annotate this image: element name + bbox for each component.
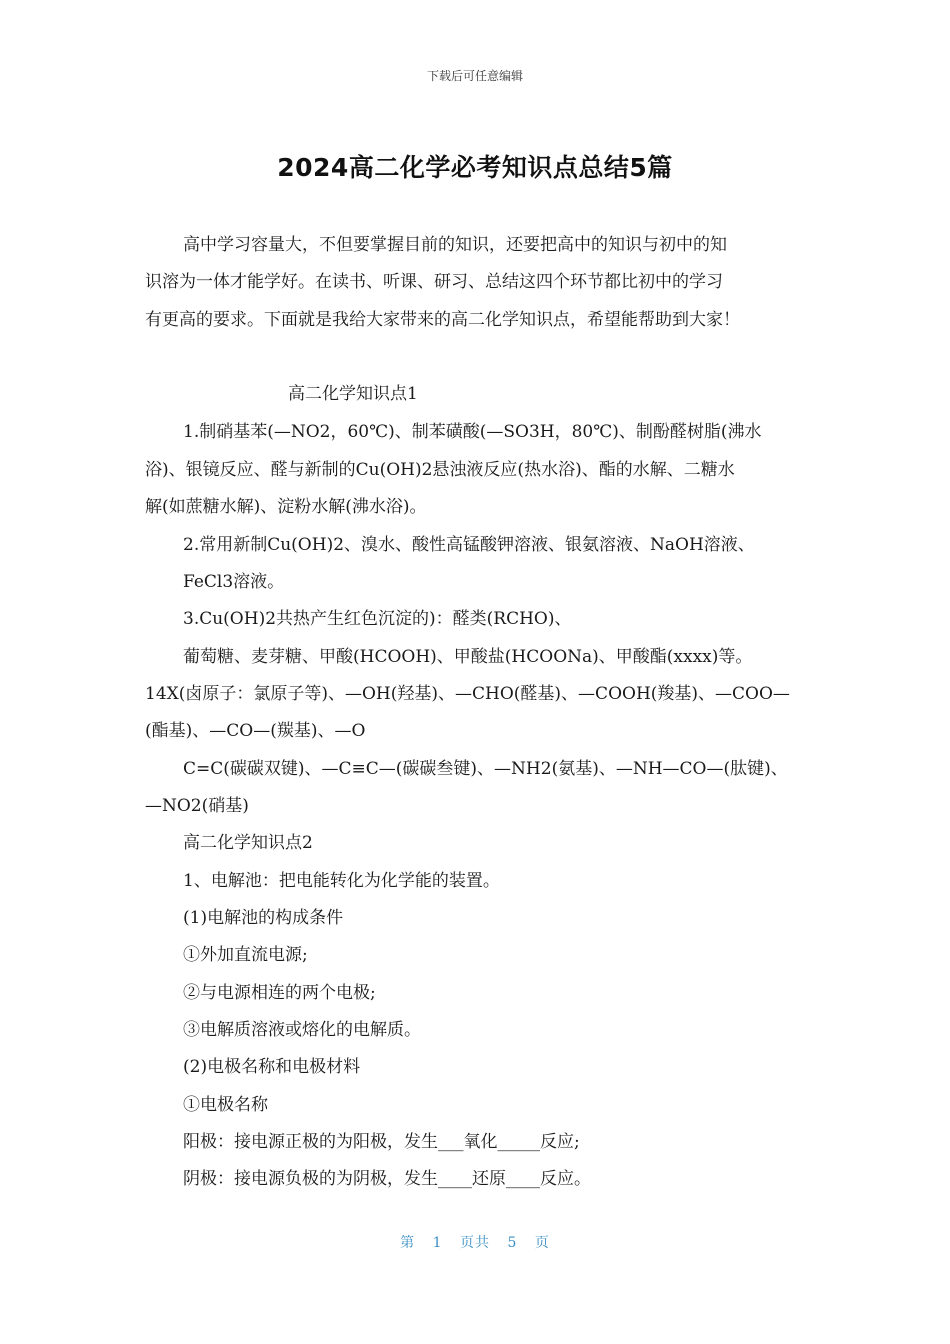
page-footer <box>0 1232 950 1252</box>
footer-total-pages: 5 <box>507 1235 518 1251</box>
paragraph-line: 解(如蔗糖水解)、淀粉水解(沸水浴)。 <box>145 497 427 517</box>
paragraph-line: (1)电解池的构成条件 <box>183 908 344 928</box>
paragraph-line: 1、电解池：把电能转化为化学能的装置。 <box>183 871 500 891</box>
paragraph-line: (酯基)、—CO—(羰基)、—O <box>145 721 366 741</box>
paragraph-line: 3.Cu(OH)2共热产生红色沉淀的)：醛类(RCHO)、 <box>183 609 572 629</box>
paragraph-line: C=C(碳碳双键)、—C≡C—(碳碳叁键)、—NH2(氨基)、—NH—CO—(肽键)、 <box>183 759 788 779</box>
section-heading: 高二化学知识点2 <box>183 833 313 853</box>
paragraph-line: 有更高的要求。下面就是我给大家带来的高二化学知识点，希望能帮助到大家！ <box>145 310 740 330</box>
document-title: 2024高二化学必考知识点总结5篇 <box>277 153 673 182</box>
footer-mid: 页共 <box>460 1235 490 1251</box>
header-note: 下载后可任意编辑 <box>426 69 523 83</box>
section-heading: 高二化学知识点1 <box>288 384 418 404</box>
paragraph-line: —NO2(硝基) <box>145 796 249 816</box>
paragraph-line: 识溶为一体才能学好。在读书、听课、研习、总结这四个环节都比初中的学习 <box>145 272 723 292</box>
paragraph-line: FeCl3溶液。 <box>183 572 285 592</box>
footer-suffix: 页 <box>534 1235 550 1251</box>
paragraph-line: 1.制硝基苯(—NO2，60℃)、制苯磺酸(—SO3H，80℃)、制酚醛树脂(沸水 <box>183 422 762 442</box>
paragraph-line: 2.常用新制Cu(OH)2、溴水、酸性高锰酸钾溶液、银氨溶液、NaOH溶液、 <box>183 535 755 555</box>
paragraph-line: 阳极：接电源正极的为阳极，发生___氧化_____反应; <box>183 1132 580 1152</box>
paragraph-line: (2)电极名称和电极材料 <box>183 1057 361 1077</box>
footer-page-number: 1 <box>432 1235 443 1251</box>
paragraph-line: 葡萄糖、麦芽糖、甲酸(HCOOH)、甲酸盐(HCOONa)、甲酸酯(xxxx)等。 <box>183 647 753 667</box>
footer-prefix: 第 <box>400 1235 416 1251</box>
paragraph-line: 高中学习容量大，不但要掌握目前的知识，还要把高中的知识与初中的知 <box>183 235 727 255</box>
paragraph-line: 阴极：接电源负极的为阴极，发生____还原____反应。 <box>183 1169 591 1189</box>
paragraph-line: 浴)、银镜反应、醛与新制的Cu(OH)2悬浊液反应(热水浴)、酯的水解、二糖水 <box>145 460 735 480</box>
list-item: ①外加直流电源; <box>183 945 308 965</box>
list-item: ②与电源相连的两个电极; <box>183 983 376 1003</box>
list-item: ①电极名称 <box>183 1095 268 1115</box>
paragraph-line: 14X(卤原子：氯原子等)、—OH(羟基)、—CHO(醛基)、—COOH(羧基)、—COO— <box>145 684 790 704</box>
list-item: ③电解质溶液或熔化的电解质。 <box>183 1020 421 1040</box>
